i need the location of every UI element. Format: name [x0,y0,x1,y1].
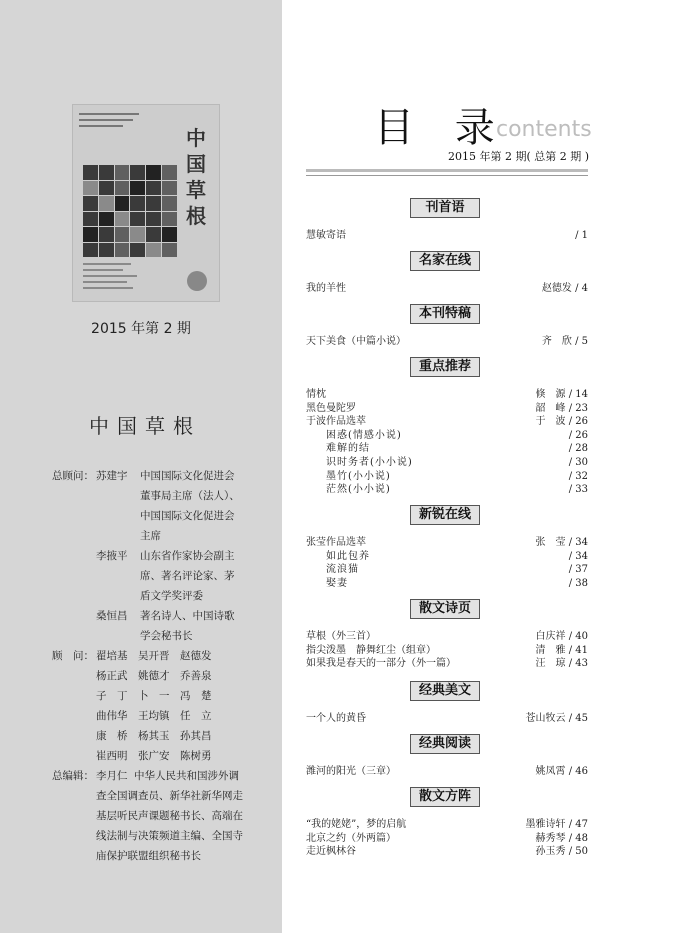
entry-title: 指尖泼墨 静舞红尘（组章） [306,644,436,656]
staff-role: 总编辑： [52,770,94,782]
entry-title: 张莹作品选萃 [306,537,366,548]
staff-line: 中国国际文化促进会 [140,510,235,522]
staff-line: 山东省作家协会副主 [140,550,235,562]
toc-entry[interactable] [306,470,588,484]
entry-author-page: 姚凤霄 / 46 [535,766,588,777]
section-header: 散文诗页 [410,599,480,619]
toc-entry[interactable] [306,415,588,429]
toc-entry[interactable] [306,429,588,443]
toc-entry[interactable] [306,845,588,859]
toc-entry[interactable] [306,630,588,644]
staff-line: 子 丁 卜 一 冯 楚 [96,690,212,702]
staff-role: 顾 问： [52,650,94,662]
entry-title: 天下美食（中篇小说） [306,336,406,347]
entry-title: 如此包养 [326,550,370,562]
section-header: 经典阅读 [410,734,480,754]
toc-entry[interactable] [306,229,588,243]
section-header: 重点推荐 [410,357,480,377]
toc-issue: 2015 年第 2 期( 总第 2 期 ) [448,150,590,163]
entry-title: 于波作品选萃 [306,416,366,428]
entry-title: 识时务者(小小说) [326,457,413,468]
staff-line: 崔西明 张广安 陈树勇 [96,750,212,762]
entry-title: 一个人的黄昏 [306,713,366,724]
staff-name: 桑恒昌 [96,610,128,622]
entry-title: 我的羊性 [306,283,346,294]
toc-entry[interactable] [306,483,588,497]
staff-name: 苏建宇 [96,470,128,482]
staff-line: 曲伟华 王均镇 任 立 [96,710,212,722]
entry-author-page: / 37 [568,564,588,576]
entry-title: 困惑(情感小说) [326,429,402,441]
entry-author-page: / 32 [568,470,588,482]
entry-title: 难解的结 [326,443,370,455]
entry-author-page: / 38 [568,577,588,589]
staff-line: 中国国际文化促进会 [140,470,235,482]
entry-author-page: 清 雅 / 41 [535,644,588,656]
toc-entry[interactable] [306,657,588,671]
toc-entry[interactable] [306,577,588,591]
staff-line: 查全国调查员、新华社新华网走 [96,790,243,802]
staff-name: 李月仁 [96,770,128,782]
toc-entry[interactable] [306,442,588,456]
toc-entry[interactable] [306,282,588,296]
entry-title: “我的姥姥”，梦的启航 [306,819,407,830]
staff-line: 中华人民共和国涉外调 [134,770,239,782]
issue-label: 2015 年第 2 期 [91,321,191,337]
entry-title: 黑色曼陀罗 [306,402,356,414]
entry-title: 墨竹(小小说) [326,470,391,482]
entry-author-page: 孙玉秀 / 50 [535,846,588,858]
toc-entry[interactable] [306,388,588,402]
left-panel [0,0,282,933]
staff-line: 康 桥 杨其玉 孙其昌 [96,730,212,742]
staff-name: 李掖平 [96,550,128,562]
entry-author-page: / 30 [568,457,588,468]
staff-line: 杨正武 姚德才 乔善泉 [96,670,212,682]
staff-line: 著名诗人、中国诗歌 [140,610,235,622]
toc-entry[interactable] [306,644,588,658]
entry-title: 北京之约（外两篇） [306,832,396,844]
entry-title: 如果我是春天的一部分（外一篇） [306,658,456,670]
section-header: 本刊特稿 [410,304,480,324]
toc-entry[interactable] [306,765,588,779]
staff-line: 基层听民声课题秘书长、高端在 [96,810,243,822]
section-header: 名家在线 [410,251,480,271]
section-header: 新锐在线 [410,505,480,525]
staff-line: 庙保护联盟组织秘书长 [96,850,201,862]
toc-entry[interactable] [306,818,588,832]
toc-title: 目 录 [374,105,509,151]
staff-line: 学会秘书长 [140,630,193,642]
entry-title: 草根（外三首） [306,631,376,642]
entry-title: 走近枫林谷 [306,846,356,858]
toc-entry[interactable] [306,550,588,564]
entry-author-page: 苍山牧云 / 45 [525,713,588,724]
staff-role: 总顾问： [52,470,94,482]
toc-entry[interactable] [306,832,588,846]
toc-entry[interactable] [306,402,588,416]
toc-entry[interactable] [306,536,588,550]
entry-author-page: / 34 [568,550,588,562]
toc-entry[interactable] [306,335,588,349]
cover-photo-grid [83,165,177,257]
entry-author-page: 倏 源 / 14 [535,389,588,400]
entry-title: 流浪猫 [326,564,359,576]
entry-author-page: 赵德发 / 4 [541,283,588,294]
staff-line: 线法制与决策频道主编、全国寺 [96,830,243,842]
header-rule [306,169,588,172]
entry-author-page: 于 波 / 26 [535,416,588,428]
entry-author-page: 齐 欣 / 5 [541,336,588,347]
staff-line: 董事局主席（法人）、 [140,490,240,502]
section-header: 经典美文 [410,681,480,701]
staff-line: 翟培基 吴开晋 赵德发 [96,650,212,662]
entry-author-page: 白庆祥 / 40 [535,631,588,642]
toc-title-en: contents [496,117,592,142]
header-rule [306,175,588,176]
entry-title: 情枕 [306,389,326,400]
entry-title: 潍河的阳光（三章） [306,766,396,777]
entry-author-page: 韶 峰 / 23 [535,402,588,414]
cover-title: 中国草根 [186,126,206,228]
entry-author-page: / 33 [568,484,588,496]
toc-panel [282,0,690,933]
cover-emblem-icon [187,271,207,291]
entry-title: 茫然(小小说) [326,484,391,496]
toc-entry[interactable] [306,456,588,470]
entry-author-page: 赫秀琴 / 48 [535,832,588,844]
staff-line: 主席 [140,530,161,542]
entry-title: 慧敏寄语 [306,230,346,241]
staff-line: 席、著名评论家、茅 [140,570,235,582]
entry-title: 娶妻 [326,577,348,589]
entry-author-page: 墨雅诗轩 / 47 [525,819,588,830]
section-header: 刊首语 [410,198,480,218]
staff-line: 盾文学奖评委 [140,590,203,602]
entry-author-page: / 1 [575,230,588,241]
entry-author-page: 张 莹 / 34 [535,537,588,548]
entry-author-page: / 28 [568,443,588,455]
magazine-name: 中国草根 [89,414,201,438]
toc-entry[interactable] [306,712,588,726]
section-header: 散文方阵 [410,787,480,807]
entry-author-page: 汪 琼 / 43 [535,658,588,670]
magazine-cover-image [72,104,220,302]
toc-entry[interactable] [306,563,588,577]
entry-author-page: / 26 [568,429,588,441]
